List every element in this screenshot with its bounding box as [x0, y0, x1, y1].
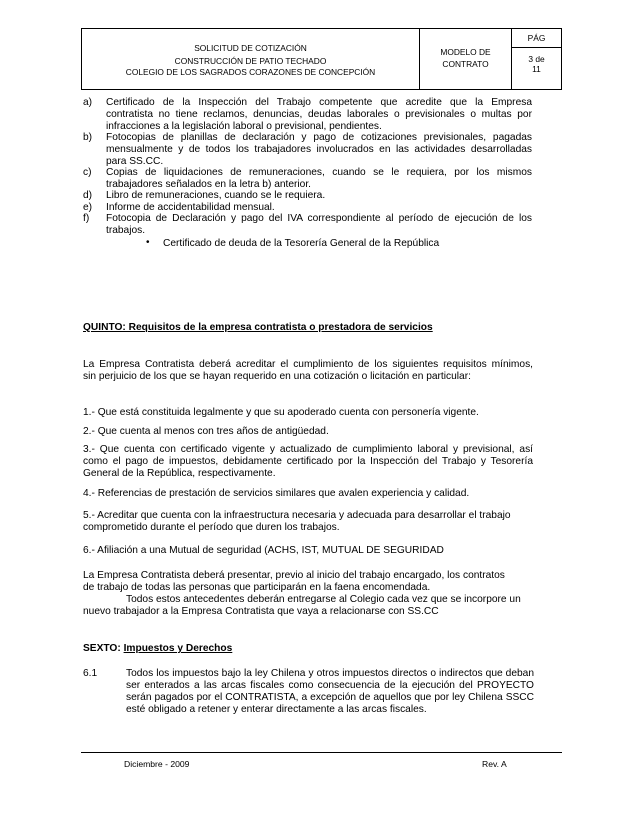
- requirement-5-line: 5.- Acreditar que cuenta con la infraestructura necesaria y adecuada para desarrollar el trabajo: [83, 510, 511, 521]
- quinto-intro-line: sin perjuicio de los que se hayan requerido en una cotización o licitación en particular:: [83, 371, 471, 382]
- quinto-closing-line: La Empresa Contratista deberá presentar, previo al inicio del trabajo encargado, los contratos: [83, 570, 505, 581]
- bullet-dot-icon: •: [146, 237, 150, 248]
- list-item-label: d): [83, 190, 93, 201]
- page-number-line2: 11: [532, 64, 541, 74]
- header-title-line2: CONSTRUCCIÓN DE PATIO TECHADO: [174, 56, 327, 66]
- list-item-label: b): [83, 132, 93, 143]
- requirement-2: 2.- Que cuenta al menos con tres años de antigüedad.: [83, 426, 329, 437]
- quinto-closing-line: Todos estos antecedentes deberán entregarse al Colegio cada vez que se incorpore un: [126, 594, 521, 605]
- quinto-closing-line: de trabajo de todas las personas que participarán en la faena encomendada.: [83, 582, 431, 593]
- list-item-text: mensualmente y de todos los trabajadores involucrados en las actividades desarrolladas: [106, 144, 532, 155]
- list-item-text: Informe de accidentabilidad mensual.: [106, 202, 275, 213]
- header-model-line1: MODELO DE: [440, 47, 491, 57]
- section-heading-quinto: QUINTO: Requisitos de la empresa contratista o prestadora de servicios: [83, 322, 433, 333]
- footer-revision: Rev. A: [482, 759, 507, 769]
- list-item-text: infracciones a la legislación laboral o previsional, pendientes.: [106, 121, 382, 132]
- section-heading-sexto: [83, 643, 232, 655]
- list-item-text: trabajadores señalados en la letra b) anterior.: [106, 179, 312, 190]
- header-page-cell: [512, 29, 561, 89]
- list-item-text: trabajos.: [106, 225, 146, 236]
- header-page-label: PÁG: [512, 29, 561, 48]
- requirement-3-line: 3.- Que cuenta con certificado vigente y actualizado de cumplimiento laboral y previsional, así: [83, 444, 533, 455]
- list-item-text: Certificado de la Inspección del Trabajo competente que acredite que la Empresa: [106, 97, 532, 108]
- requirement-1: 1.- Que está constituida legalmente y que su apoderado cuenta con personería vigente.: [83, 407, 479, 418]
- list-item-label: c): [83, 167, 92, 178]
- clause-line: Todos los impuestos bajo la ley Chilena y otros impuestos directos o indirectos que deban: [126, 668, 534, 679]
- list-item-text: para SS.CC.: [106, 156, 164, 167]
- requirement-5-line: comprometido durante el período que duren los trabajos.: [83, 522, 340, 533]
- requirement-4: 4.- Referencias de prestación de servicios similares que avalen experiencia y calidad.: [83, 488, 470, 499]
- header-page-number: [512, 54, 561, 74]
- list-item-label: f): [83, 213, 90, 224]
- bullet-item-text: Certificado de deuda de la Tesorería General de la República: [163, 238, 440, 249]
- list-item-text: Fotocopia de Declaración y pago del IVA correspondiente al período de ejecución de los: [106, 213, 532, 224]
- quinto-intro-line: La Empresa Contratista deberá acreditar el cumplimiento de los siguientes requisitos mínimos,: [83, 359, 533, 370]
- footer-date: Diciembre - 2009: [124, 759, 190, 769]
- requirement-3-line: General de la República, respectivamente.: [83, 468, 276, 479]
- header-title-line1: SOLICITUD DE COTIZACIÓN: [194, 43, 307, 53]
- page-number-line1: 3 de: [528, 54, 545, 64]
- header-model-cell: [420, 29, 512, 89]
- clause-number: 6.1: [83, 668, 98, 679]
- clause-line: serán pagados por el CONTRATISTA, a excepción de aquellos que por ley Chilena SSCC: [126, 692, 534, 703]
- list-item-label: a): [83, 97, 93, 108]
- list-item-text: Copias de liquidaciones de remuneraciones, cuando se le requiera, por los mismos: [106, 167, 532, 178]
- clause-line: esté obligado a retener y enterar directamente a las arcas fiscales.: [126, 704, 427, 715]
- list-item-text: contratista no tiene reclamos, denuncias, deudas laborales o previsionales o multas por: [106, 109, 532, 120]
- list-item-text: Fotocopias de planillas de declaración y pago de cotizaciones previsionales, pagadas: [106, 132, 532, 143]
- document-header: [81, 28, 562, 90]
- requirement-6: 6.- Afiliación a una Mutual de seguridad (ACHS, IST, MUTUAL DE SEGURIDAD: [83, 545, 444, 556]
- header-title-cell: [82, 29, 420, 89]
- quinto-closing-line: nuevo trabajador a la Empresa Contratista que vaya a relacionarse con SS.CC: [83, 606, 439, 617]
- sexto-heading-title: Impuestos y Derechos: [123, 643, 233, 654]
- sexto-heading-prefix: SEXTO:: [83, 643, 124, 654]
- list-item-text: Libro de remuneraciones, cuando se le requiera.: [106, 190, 326, 201]
- list-item-label: e): [83, 202, 93, 213]
- clause-line: ser enterados a las arcas fiscales como consecuencia de la ejecución del PROYECTO: [126, 680, 534, 691]
- requirement-3-line: como el pago de impuestos, debidamente certificado por la Inspección del Trabajo y Tesorería: [83, 456, 533, 467]
- header-model-line2: CONTRATO: [442, 59, 489, 69]
- header-title-line3: COLEGIO DE LOS SAGRADOS CORAZONES DE CONCEPCIÓN: [125, 67, 376, 77]
- footer-divider: [81, 752, 562, 753]
